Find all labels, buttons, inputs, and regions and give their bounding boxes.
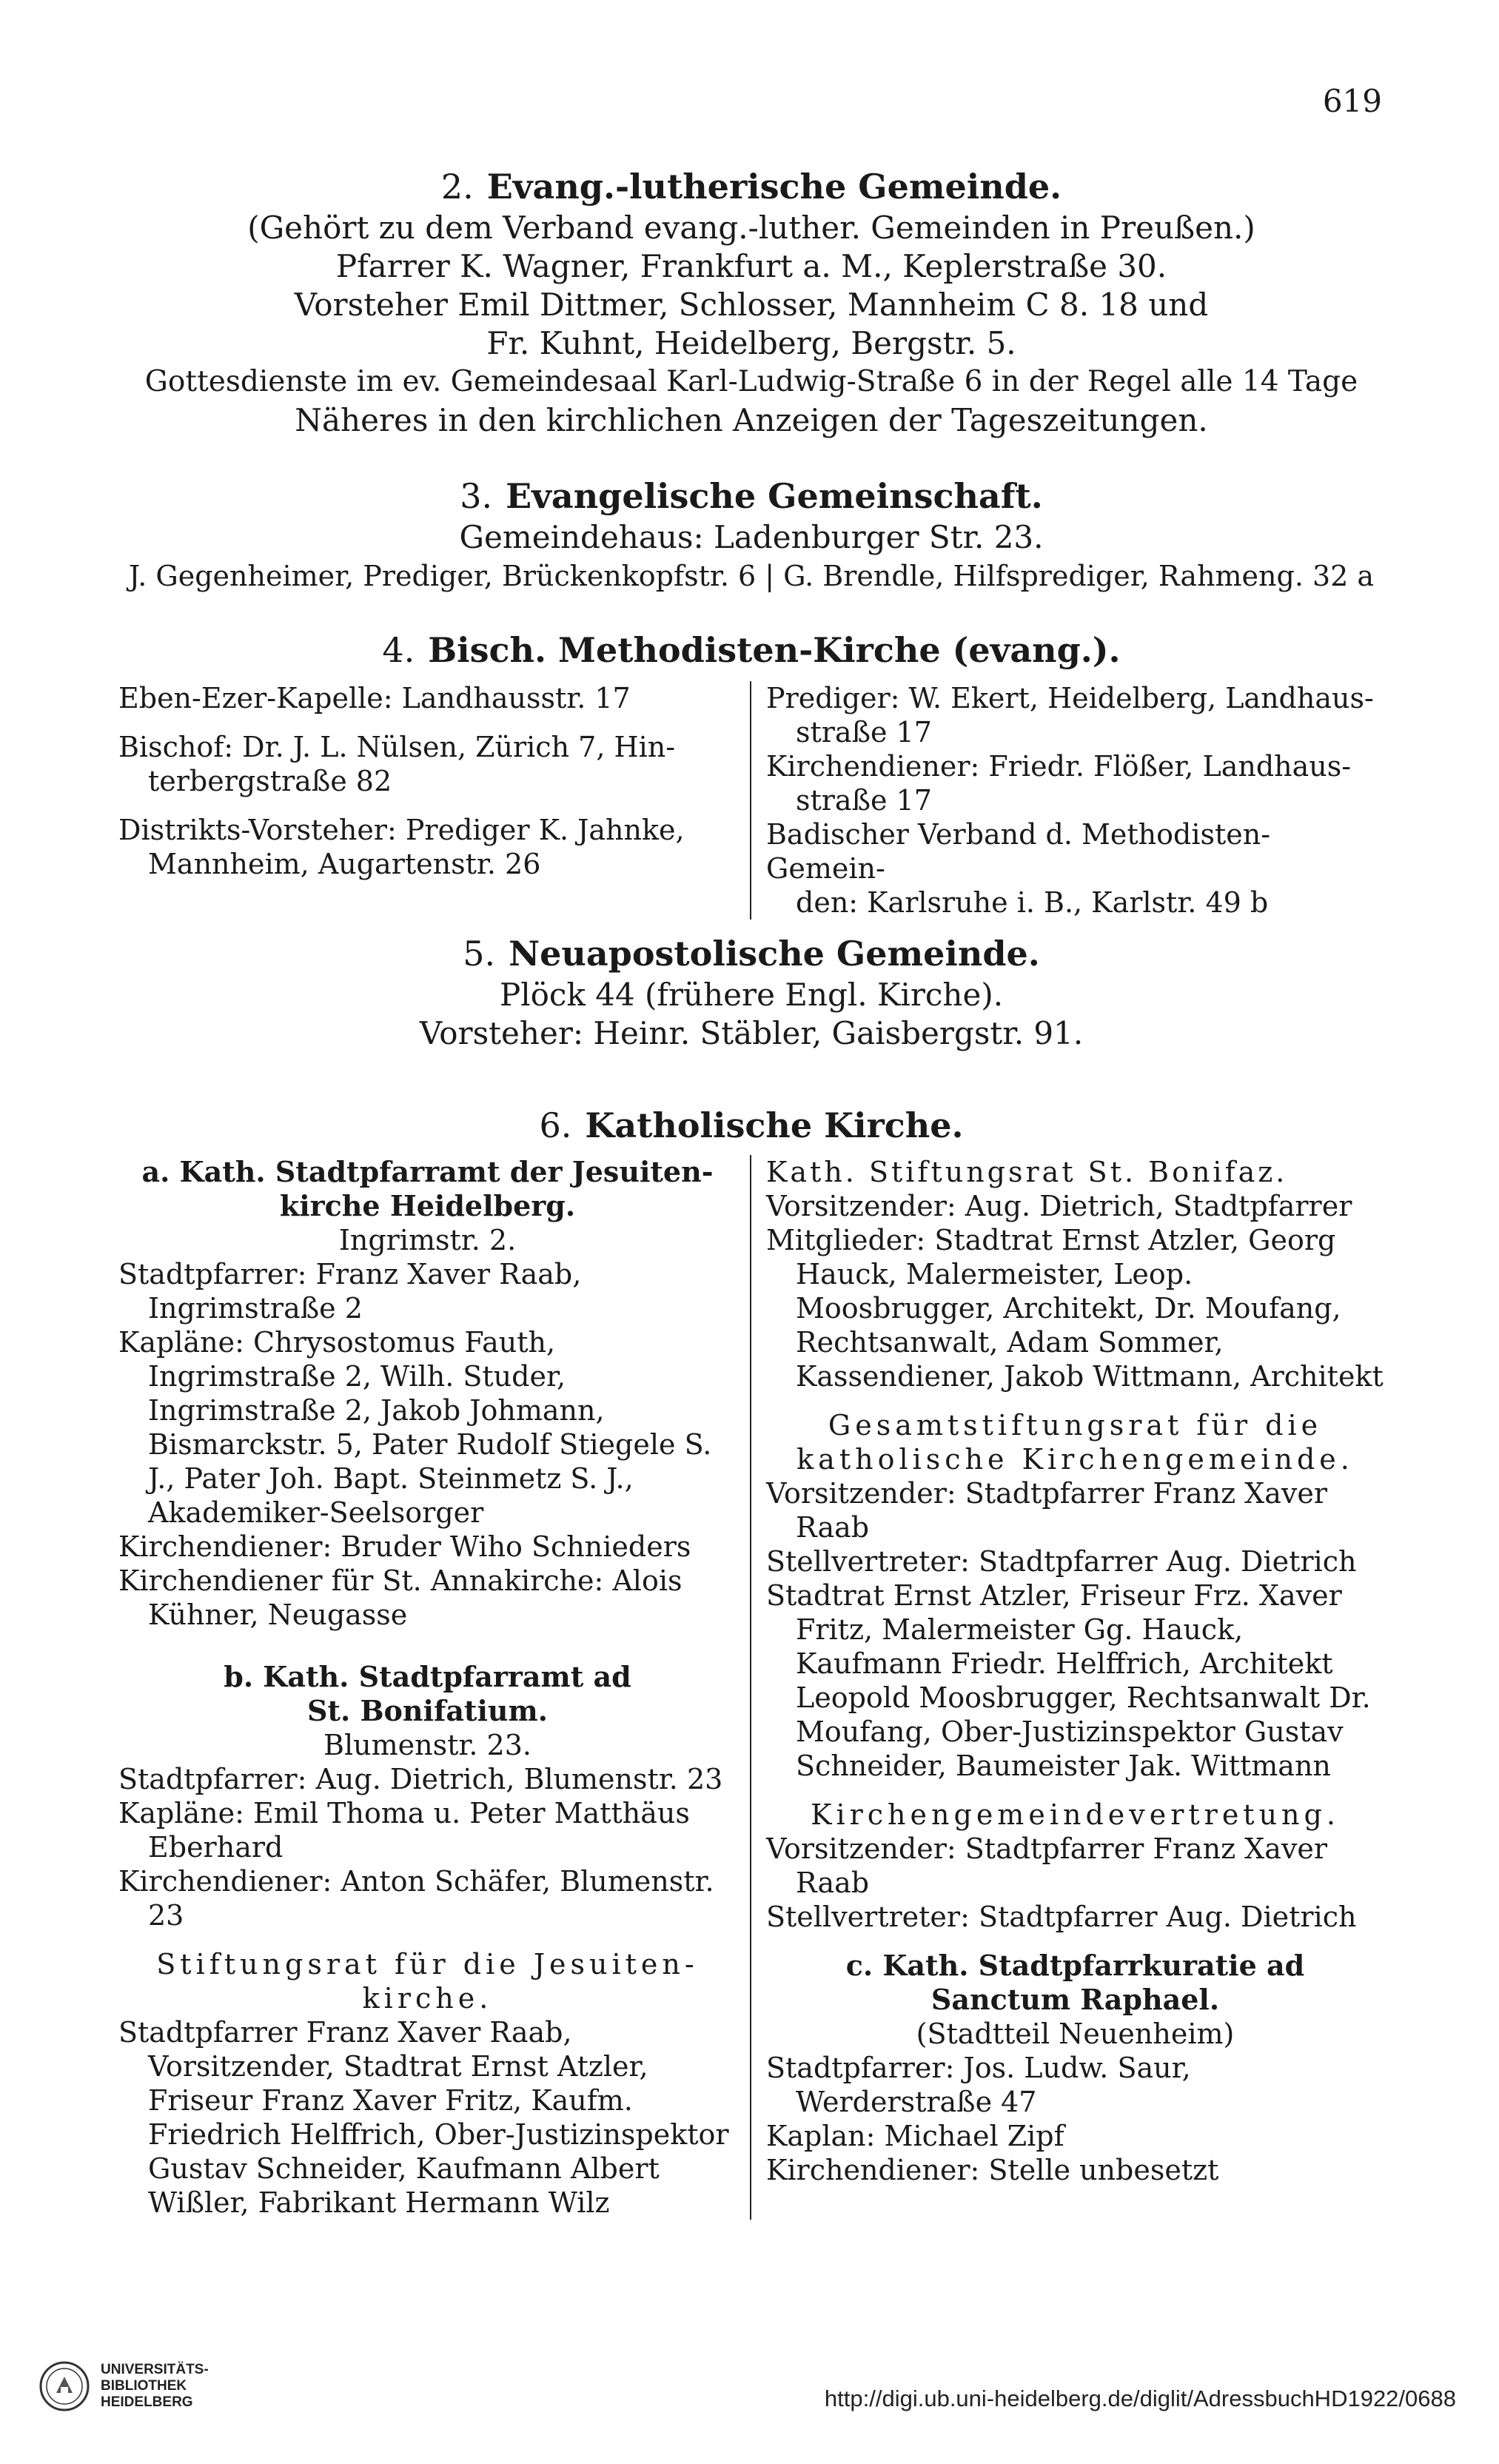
entry: Kirchendiener für St. Annakirche: Alois Kühner, Neugasse <box>118 1564 683 1631</box>
subsection-title: Gesamtstiftungsrat für die <box>828 1409 1323 1442</box>
text-line: Gemeindehaus: Ladenburger Str. 23. <box>459 519 1044 555</box>
text-line: Pfarrer K. Wagner, Frankfurt a. M., Keplerstraße 30. <box>335 248 1167 284</box>
entry-continuation: terbergstraße 82 <box>148 765 392 797</box>
section-title <box>118 164 1384 209</box>
library-name-line: BIBLIOTHEK <box>101 2378 187 2394</box>
library-logo <box>38 2360 209 2412</box>
entry: Kapläne: Chrysostomus Fauth, Ingrimstraße 2, Wilh. Studer, Ingrimstraße 2, Jakob Johmann, Bismarckstr. 5, Pater Rudolf Stiegele S. J., Pater Joh. Bapt. Steinmetz S. J., Akademiker-Seelsorger <box>118 1326 712 1529</box>
entry-continuation: den: Karlsruhe i. B., Karlstr. 49 b <box>796 886 1269 919</box>
subsection-subtitle: (Stadtteil Neuenheim) <box>916 2018 1235 2050</box>
page-number: 619 <box>1322 83 1382 119</box>
entry-text: Badischer Verband d. Methodisten-Gemein- <box>766 818 1271 885</box>
library-name <box>101 2362 209 2411</box>
entry-continuation: straße 17 <box>796 784 932 817</box>
subsection-title-cont: St. Bonifatium. <box>306 1694 548 1727</box>
section-heading: Katholische Kirche. <box>585 1105 964 1145</box>
entry: Mitglieder: Stadtrat Ernst Atzler, Georg Hauck, Malermeister, Leop. Moosbrugger, Architekt, Dr. Moufang, Rechtsanwalt, Adam Sommer, Kassendiener, Jakob Wittmann, Architekt <box>766 1224 1384 1393</box>
subsection-title-cont: kirche Heidelberg. <box>279 1189 576 1222</box>
entry: Stellvertreter: Stadtpfarrer Aug. Dietrich <box>766 1901 1357 1933</box>
entry <box>118 681 737 715</box>
entry: Stellvertreter: Stadtpfarrer Aug. Dietrich <box>766 1545 1357 1578</box>
section-katholisch-columns <box>118 1155 1384 2220</box>
section-title <box>118 1103 1384 1148</box>
entry: Kirchendiener: Bruder Wiho Schnieders <box>118 1530 691 1563</box>
section-number: 2. <box>440 167 474 207</box>
library-name-line: UNIVERSITÄTS- <box>101 2362 209 2377</box>
section-heading: Evangelische Gemeinschaft. <box>506 476 1043 516</box>
entry <box>766 817 1384 920</box>
section-heading: Neuapostolische Gemeinde. <box>509 934 1040 974</box>
section-heading: Evang.-lutherische Gemeinde. <box>486 167 1062 207</box>
left-column <box>118 681 751 920</box>
entry <box>766 749 1384 817</box>
entry: Vorsitzender: Stadtpfarrer Franz Xaver Raab <box>766 1832 1328 1899</box>
section-heading: Bisch. Methodisten-Kirche (evang.). <box>428 630 1121 670</box>
entry-text: Kirchendiener: Friedr. Flößer, Landhaus- <box>766 750 1352 783</box>
subsection-title-cont: katholische Kirchengemeinde. <box>797 1443 1354 1476</box>
entry <box>118 730 737 798</box>
left-column <box>118 1155 751 2220</box>
right-column <box>751 681 1384 920</box>
entry: Stadtrat Ernst Atzler, Friseur Frz. Xaver Fritz, Malermeister Gg. Hauck, Kaufmann Friedr. Helffrich, Architekt Leopold Moosbrugger, Rechtsanwalt Dr. Moufang, Ober-Justizinspektor Gustav Schneider, Baumeister Jak. Wittmann <box>766 1579 1371 1782</box>
right-column <box>751 1155 1384 2220</box>
entry-continuation: Mannheim, Augartenstr. 26 <box>148 848 541 880</box>
section-evangelische-gemeinschaft <box>118 474 1384 595</box>
subsection-title: Stiftungsrat für die Jesuiten- <box>156 1948 699 1981</box>
entry: Stadtpfarrer: Jos. Ludw. Saur, Werderstraße 47 <box>766 2052 1191 2118</box>
entry: Stadtpfarrer Franz Xaver Raab, Vorsitzender, Stadtrat Ernst Atzler, Friseur Franz Xaver Fritz, Kaufm. Friedrich Helffrich, Ober-Justizinspektor Gustav Schneider, Kaufmann Albert Wißler, Fabrikant Hermann Wilz <box>118 2016 729 2219</box>
text-line: J. Gegenheimer, Prediger, Brückenkopfstr. 6 | G. Brendle, Hilfsprediger, Rahmeng. 32 a <box>128 560 1375 592</box>
entry-continuation: straße 17 <box>796 716 932 749</box>
subsection-title: Kirchengemeindevertretung. <box>811 1798 1340 1831</box>
subsection-title: a. Kath. Stadtpfarramt der Jesuiten- <box>141 1155 714 1188</box>
section-katholisch-title <box>118 1103 1384 1148</box>
address: Ingrimstr. 2. <box>338 1224 517 1256</box>
subsection-title-cont: Sanctum Raphael. <box>930 1983 1220 2016</box>
entry: Kirchendiener: Stelle unbesetzt <box>766 2154 1219 2186</box>
section-methodisten-columns <box>118 681 1384 920</box>
text-line: Fr. Kuhnt, Heidelberg, Bergstr. 5. <box>486 325 1016 361</box>
text-line: Vorsteher Emil Dittmer, Schlosser, Mannheim C 8. 18 und <box>294 287 1209 323</box>
text-line: Vorsteher: Heinr. Stäbler, Gaisbergstr. 91. <box>419 1015 1084 1051</box>
entry-text: Eben-Ezer-Kapelle: Landhausstr. 17 <box>118 682 631 714</box>
footer-bar <box>0 2347 1499 2464</box>
text-line: Näheres in den kirchlichen Anzeigen der Tageszeitungen. <box>295 402 1208 438</box>
section-number: 5. <box>463 934 496 974</box>
section-title <box>118 474 1384 518</box>
subsection-title: Kath. Stiftungsrat St. Bonifaz. <box>766 1156 1288 1188</box>
section-methodisten-title <box>118 628 1384 672</box>
entry: Vorsitzender: Stadtpfarrer Franz Xaver Raab <box>766 1477 1328 1544</box>
entry: Kapläne: Emil Thoma u. Peter Matthäus Eberhard <box>118 1797 690 1864</box>
entry: Kirchendiener: Anton Schäfer, Blumenstr. 23 <box>118 1865 714 1932</box>
entry: Stadtpfarrer: Aug. Dietrich, Blumenstr. 23 <box>118 1763 723 1795</box>
section-number: 3. <box>460 476 493 516</box>
address: Blumenstr. 23. <box>323 1729 531 1761</box>
text-line: Plöck 44 (frühere Engl. Kirche). <box>499 977 1004 1013</box>
entry <box>118 813 737 881</box>
text-line: (Gehört zu dem Verband evang.-luther. Gemeinden in Preußen.) <box>247 210 1255 246</box>
section-number: 6. <box>539 1105 572 1145</box>
section-neuapostolisch <box>118 931 1384 1053</box>
subsection-title-cont: kirche. <box>362 1982 493 2015</box>
section-evang-lutherisch <box>118 164 1384 440</box>
entry: Kaplan: Michael Zipf <box>766 2120 1064 2152</box>
entry: Vorsitzender: Aug. Dietrich, Stadtpfarrer <box>766 1190 1352 1222</box>
section-number: 4. <box>382 630 415 670</box>
entry-text: Prediger: W. Ekert, Heidelberg, Landhaus- <box>766 682 1374 714</box>
library-name-line: HEIDELBERG <box>101 2394 193 2410</box>
subsection-title: c. Kath. Stadtpfarrkuratie ad <box>845 1949 1305 1982</box>
section-title <box>118 931 1384 976</box>
entry: Stadtpfarrer: Franz Xaver Raab, Ingrimstraße 2 <box>118 1258 582 1325</box>
text-line: Gottesdienste im ev. Gemeindesaal Karl-Ludwig-Straße 6 in der Regel alle 14 Tage <box>144 365 1358 398</box>
source-url-link[interactable]: http://digi.ub.uni-heidelberg.de/diglit/AdressbuchHD1922/0688 <box>824 2386 1456 2411</box>
subsection-title: b. Kath. Stadtpfarramt ad <box>224 1660 631 1693</box>
entry-text: Distrikts-Vorsteher: Prediger K. Jahnke, <box>118 814 685 846</box>
entry-text: Bischof: Dr. J. L. Nülsen, Zürich 7, Hin- <box>118 731 676 763</box>
entry <box>766 681 1384 749</box>
library-seal-icon <box>38 2360 90 2412</box>
section-title <box>118 628 1384 672</box>
